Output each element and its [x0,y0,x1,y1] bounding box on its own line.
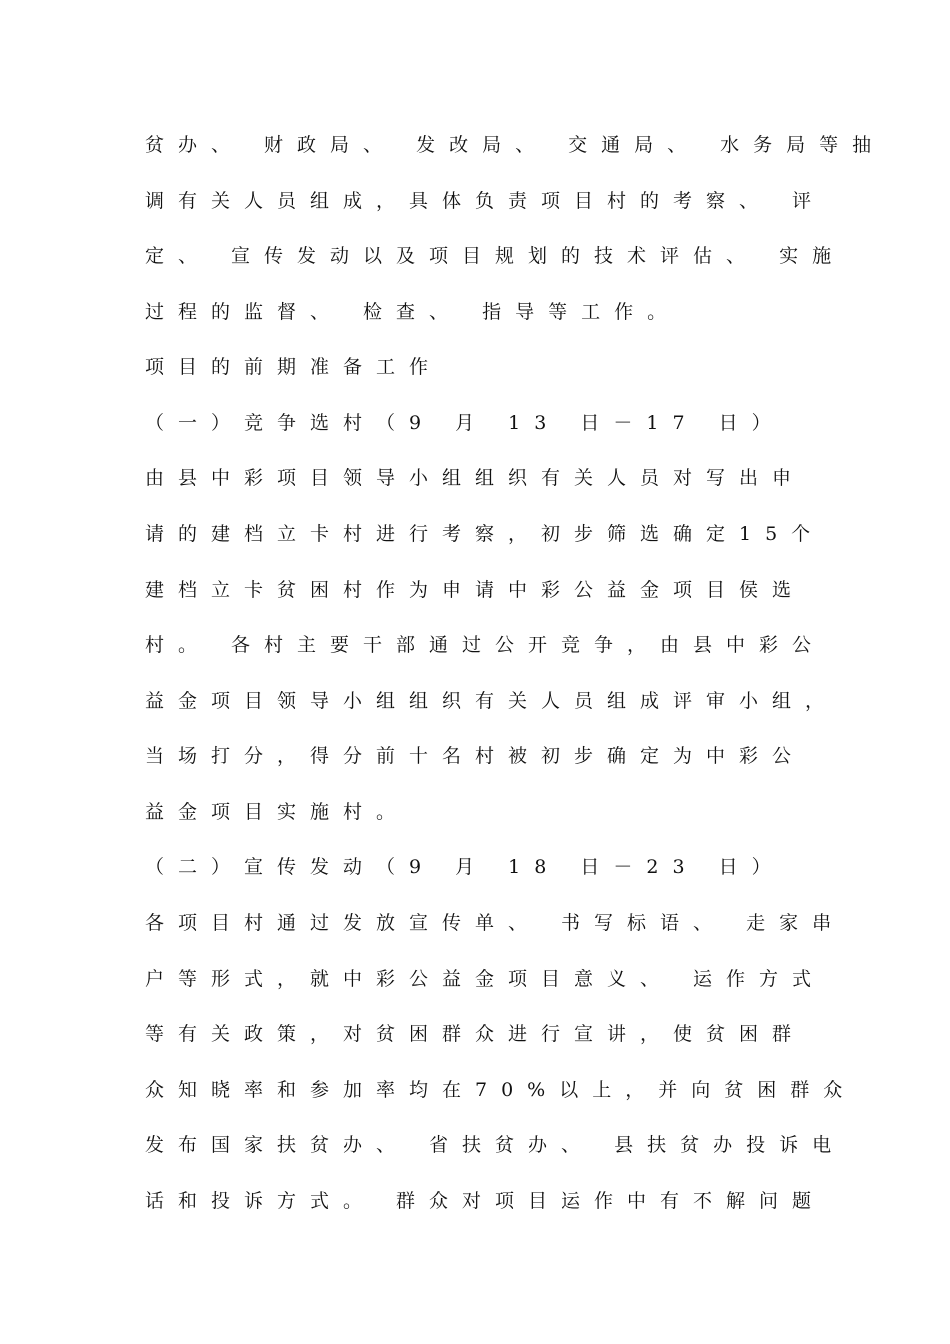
text-line: 请的建档立卡村进行考察，初步筛选确定15个 [145,523,825,545]
text-line: 由县中彩项目领导小组组织有关人员对写出申 [145,467,806,489]
text-line: 贫办、 财政局、 发改局、 交通局、 水务局等抽 [145,134,886,156]
text-line: 当场打分，得分前十名村被初步确定为中彩公 [145,745,806,767]
text-line: 户等形式，就中彩公益金项目意义、 运作方式 [145,968,826,990]
text-line: 益金项目领导小组组织有关人员组成评审小组， [145,690,839,712]
text-line: 发布国家扶贫办、 省扶贫办、 县扶贫办投诉电 [145,1134,846,1156]
text-line: 建档立卡贫困村作为申请中彩公益金项目侯选 [145,579,806,601]
text-line: 益金项目实施村。 [145,801,410,823]
text-line: 等有关政策，对贫困群众进行宣讲，使贫困群 [145,1023,806,1045]
text-line: 村。 各村主要干部通过公开竞争，由县中彩公 [145,634,826,656]
subsection-heading: （二）宣传发动（9 月 18 日－23 日） [145,856,785,878]
text-line: 话和投诉方式。 群众对项目运作中有不解问题 [145,1190,826,1212]
text-line: 调有关人员组成，具体负责项目村的考察、 评 [145,190,826,212]
text-line: 各项目村通过发放宣传单、 书写标语、 走家串 [145,912,846,934]
text-line: 众知晓率和参加率均在70%以上，并向贫困群众 [145,1079,857,1101]
text-line: 定、 宣传发动以及项目规划的技术评估、 实施 [145,245,846,267]
subsection-heading: （一）竞争选村（9 月 13 日－17 日） [145,412,785,434]
section-heading: 项目的前期准备工作 [145,356,443,378]
text-line: 过程的监督、 检查、 指导等工作。 [145,301,681,323]
